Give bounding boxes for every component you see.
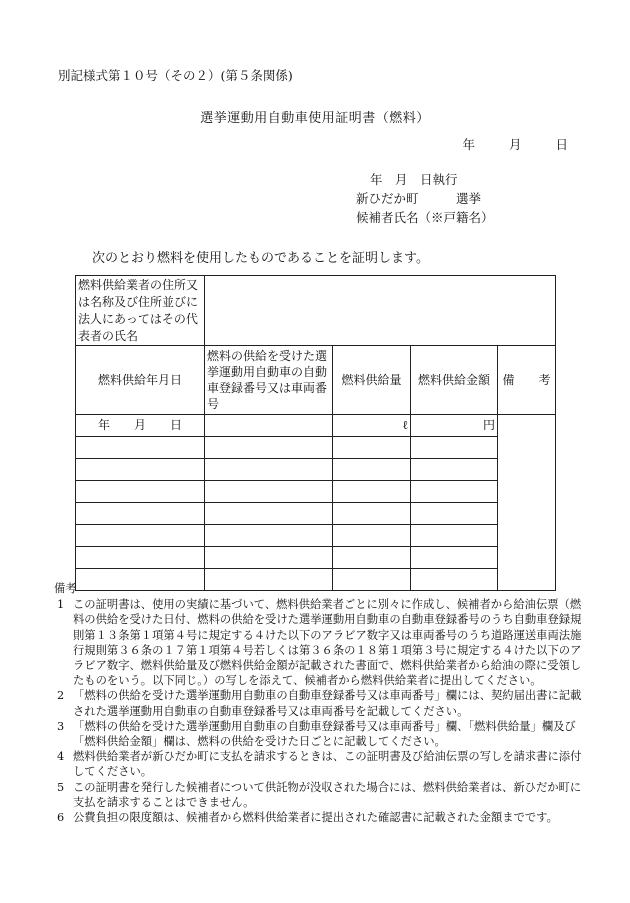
row-price[interactable]: [411, 503, 498, 525]
notes-heading: 備考: [54, 582, 77, 595]
note-number: 2: [57, 689, 65, 703]
row-vehicle[interactable]: [205, 547, 333, 569]
row-price[interactable]: [411, 481, 498, 503]
supplier-label: 燃料供給業者の住所又は名称及び住所並びに法人にあってはその代表者の氏名: [78, 278, 199, 343]
row-date[interactable]: [76, 459, 205, 481]
document-title: 選挙運動用自動車使用証明書（燃料）: [200, 111, 430, 126]
day-label: 日: [555, 137, 568, 152]
row-price[interactable]: [411, 437, 498, 459]
supplier-value-cell[interactable]: [205, 276, 556, 346]
year-label: 年: [462, 137, 475, 152]
supplier-label-cell: [76, 276, 205, 346]
note-item: [54, 597, 589, 688]
note-item: [54, 688, 589, 718]
row-vehicle[interactable]: [205, 481, 333, 503]
row-amount[interactable]: [333, 503, 411, 525]
form-label: 別記様式第１０号（その２）(第５条関係): [58, 68, 293, 83]
header-price: 燃料供給金額: [411, 346, 498, 415]
header-remarks: 備 考: [498, 346, 556, 415]
row-amount[interactable]: [333, 437, 411, 459]
execution-date: 年 月 日執行: [370, 172, 458, 187]
issue-date: [462, 135, 568, 153]
table-row: [76, 459, 556, 481]
row-date[interactable]: [76, 503, 205, 525]
row-amount[interactable]: [333, 481, 411, 503]
table-row: [76, 547, 556, 569]
table-row: [76, 525, 556, 547]
election-name: 新ひだか町 選挙: [356, 191, 482, 206]
note-text: 燃料供給業者が新ひだか町に支払を請求するときは、この証明書及び給油伝票の写しを請求書に添付してください。: [73, 750, 582, 779]
month-label: 月: [508, 137, 522, 152]
row-price[interactable]: [411, 525, 498, 547]
certification-statement: 次のとおり燃料を使用したものであることを証明します。: [92, 251, 429, 266]
note-number: 1: [57, 598, 65, 612]
row-amount[interactable]: ℓ: [333, 415, 411, 437]
row-amount[interactable]: [333, 547, 411, 569]
row-date[interactable]: [76, 437, 205, 459]
table-row: [76, 437, 556, 459]
note-number: 4: [57, 750, 65, 764]
row-price[interactable]: [411, 459, 498, 481]
row-price[interactable]: [411, 547, 498, 569]
row-date[interactable]: [76, 547, 205, 569]
note-item: [54, 810, 589, 825]
row-vehicle[interactable]: [205, 503, 333, 525]
notes-section: [54, 581, 589, 825]
note-text: この証明書は、使用の実績に基づいて、燃料供給業者ごとに別々に作成し、候補者から給油伝票（燃料の供給を受けた日付、燃料の供給を受けた選挙運動用自動車の自動車登録番号のうち自動車登録規則第１３条第１項第４号に規定する４けた以下のアラビア数字又は車両番号のうち道路運送車両法施行規則第３６条の１７第１項第４号若しくは第３６条の１８第１項第３号に規定する４けた以下のアラビア数字、燃料供給量及び燃料供給金額が記載された書面で、燃料供給業者から給油の際に受領したものをいう。以下同じ。）の写しを添えて、候補者から燃料供給業者に提出してください。: [73, 598, 582, 688]
note-item: [54, 780, 589, 810]
note-text: 「燃料の供給を受けた選挙運動用自動車の自動車登録番号又は車両番号」欄、「燃料供給量」欄及び「燃料供給金額」欄は、燃料の供給を受けた日ごとに記載してください。: [73, 719, 576, 749]
candidate-name-label: 候補者氏名（※戸籍名）: [356, 210, 494, 225]
row-vehicle[interactable]: [205, 437, 333, 459]
row-date[interactable]: 年 月 日: [76, 415, 205, 437]
note-item: [54, 749, 589, 779]
note-number: 5: [57, 780, 65, 794]
note-number: 3: [57, 719, 65, 733]
header-vehicle: 燃料の供給を受けた選挙運動用自動車の自動車登録番号又は車両番号: [205, 346, 333, 415]
table-row: [76, 415, 556, 437]
row-vehicle[interactable]: [205, 459, 333, 481]
note-text: 「燃料の供給を受けた選挙運動用自動車の自動車登録番号又は車両番号」欄には、契約届出書に記載された選挙運動用自動車の自動車登録番号又は車両番号を記載してください。: [73, 689, 582, 718]
note-text: 公費負担の限度額は、候補者から燃料供給業者に提出された確認書に記載された金額までです。: [73, 811, 558, 825]
remarks-cell[interactable]: [498, 415, 556, 591]
header-amount: 燃料供給量: [333, 346, 411, 415]
note-item: [54, 719, 589, 749]
row-vehicle[interactable]: [205, 415, 333, 437]
note-text: この証明書を発行した候補者について供託物が没収された場合には、燃料供給業者は、新ひだか町に支払を請求することはできません。: [73, 780, 582, 809]
header-date: 燃料供給年月日: [76, 346, 205, 415]
row-date[interactable]: [76, 481, 205, 503]
note-number: 6: [57, 811, 65, 825]
row-date[interactable]: [76, 525, 205, 547]
fuel-usage-table: [75, 275, 556, 591]
table-row: [76, 481, 556, 503]
row-amount[interactable]: [333, 525, 411, 547]
row-vehicle[interactable]: [205, 525, 333, 547]
table-row: [76, 503, 556, 525]
row-amount[interactable]: [333, 459, 411, 481]
row-price[interactable]: 円: [411, 415, 498, 437]
